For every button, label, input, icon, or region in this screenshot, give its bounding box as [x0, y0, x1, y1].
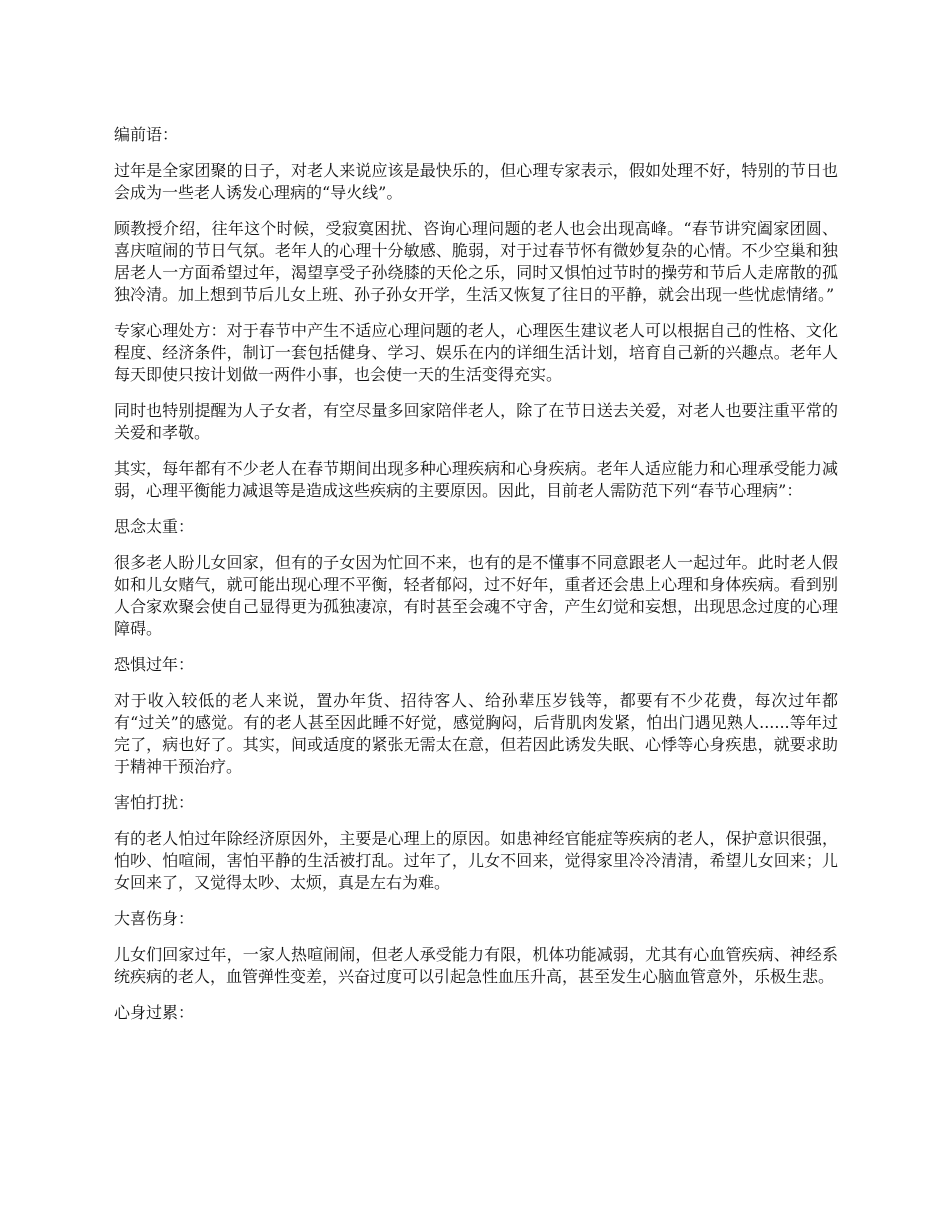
section-heading-disturbance: 害怕打扰：: [114, 793, 195, 812]
document-body: [114, 124, 838, 1038]
section-heading-fear: 恐惧过年：: [114, 655, 195, 674]
children-reminder-paragraph: 同时也特别提醒为人子女者，有空尽量多回家陪伴老人，除了在节日送去关爱，对老人也要注重平常的关爱和孝敬。: [114, 401, 838, 442]
section-body-missing: 很多老人盼儿女回家，但有的子女因为忙回不来，也有的是不懂事不同意跟老人一起过年。此时老人假如和儿女赌气，就可能出现心理不平衡，轻者郁闷，过不好年，重者还会患上心理和身体疾病。看到别人合家欢聚会使自己显得更为孤独凄凉，有时甚至会魂不守舍，产生幻觉和妄想，出现思念过度的心理障碍。: [114, 553, 838, 638]
section-body-disturbance: 有的老人怕过年除经济原因外，主要是心理上的原因。如患神经官能症等疾病的老人，保护意识很强，怕吵、怕喧闹，害怕平静的生活被打乱。过年了，儿女不回来，觉得家里冷冷清清，希望儿女回来；儿女回来了，又觉得太吵、太烦，真是左右为难。: [114, 829, 838, 892]
section-heading-joy: 大喜伤身：: [114, 909, 195, 928]
expert-prescription-paragraph: 专家心理处方：对于春节中产生不适应心理问题的老人，心理医生建议老人可以根据自己的性格、文化程度、经济条件，制订一套包括健身、学习、娱乐在内的详细生活计划，培育自己新的兴趣点。老年人每天即使只按计划做一两件小事，也会使一天的生活变得充实。: [114, 321, 838, 384]
section-heading-fatigue: 心身过累：: [114, 1003, 195, 1022]
section-body-fear: 对于收入较低的老人来说，置办年货、招待客人、给孙辈压岁钱等，都要有不少花费，每次过年都有“过关”的感觉。有的老人甚至因此睡不好觉，感觉胸闷，后背肌肉发紧，怕出门遇见熟人......等年过完了，病也好了。其实，间或适度的紧张无需太在意，但若因此诱发失眠、心悸等心身疾患，就要求助于精神干预治疗。: [114, 691, 838, 776]
professor-quote-paragraph: 顾教授介绍，往年这个时候，受寂寞困扰、咨询心理问题的老人也会出现高峰。“春节讲究阖家团圆、喜庆喧闹的节日气氛。老年人的心理十分敏感、脆弱，对于过春节怀有微妙复杂的心情。不少空巢和独居老人一方面希望过年，渴望享受子孙绕膝的天伦之乐，同时又惧怕过节时的操劳和节后人走席散的孤独冷清。加上想到节后儿女上班、孙子孙女开学，生活又恢复了往日的平静，就会出现一些忧虑情绪。”: [114, 219, 838, 304]
section-body-joy: 儿女们回家过年，一家人热喧闹闹，但老人承受能力有限，机体功能减弱，尤其有心血管疾病、神经系统疾病的老人，血管弹性变差，兴奋过度可以引起急性血压升高，甚至发生心脑血管意外，乐极生悲。: [114, 945, 838, 986]
editor-note-heading: 编前语：: [114, 125, 179, 144]
section-heading-missing: 思念太重：: [114, 517, 195, 536]
overview-paragraph: 其实，每年都有不少老人在春节期间出现多种心理疾病和心身疾病。老年人适应能力和心理承受能力减弱，心理平衡能力减退等是造成这些疾病的主要原因。因此，目前老人需防范下列“春节心理病”：: [114, 459, 838, 500]
intro-paragraph: 过年是全家团聚的日子，对老人来说应该是最快乐的，但心理专家表示，假如处理不好，特别的节日也会成为一些老人诱发心理病的“导火线”。: [114, 161, 838, 202]
